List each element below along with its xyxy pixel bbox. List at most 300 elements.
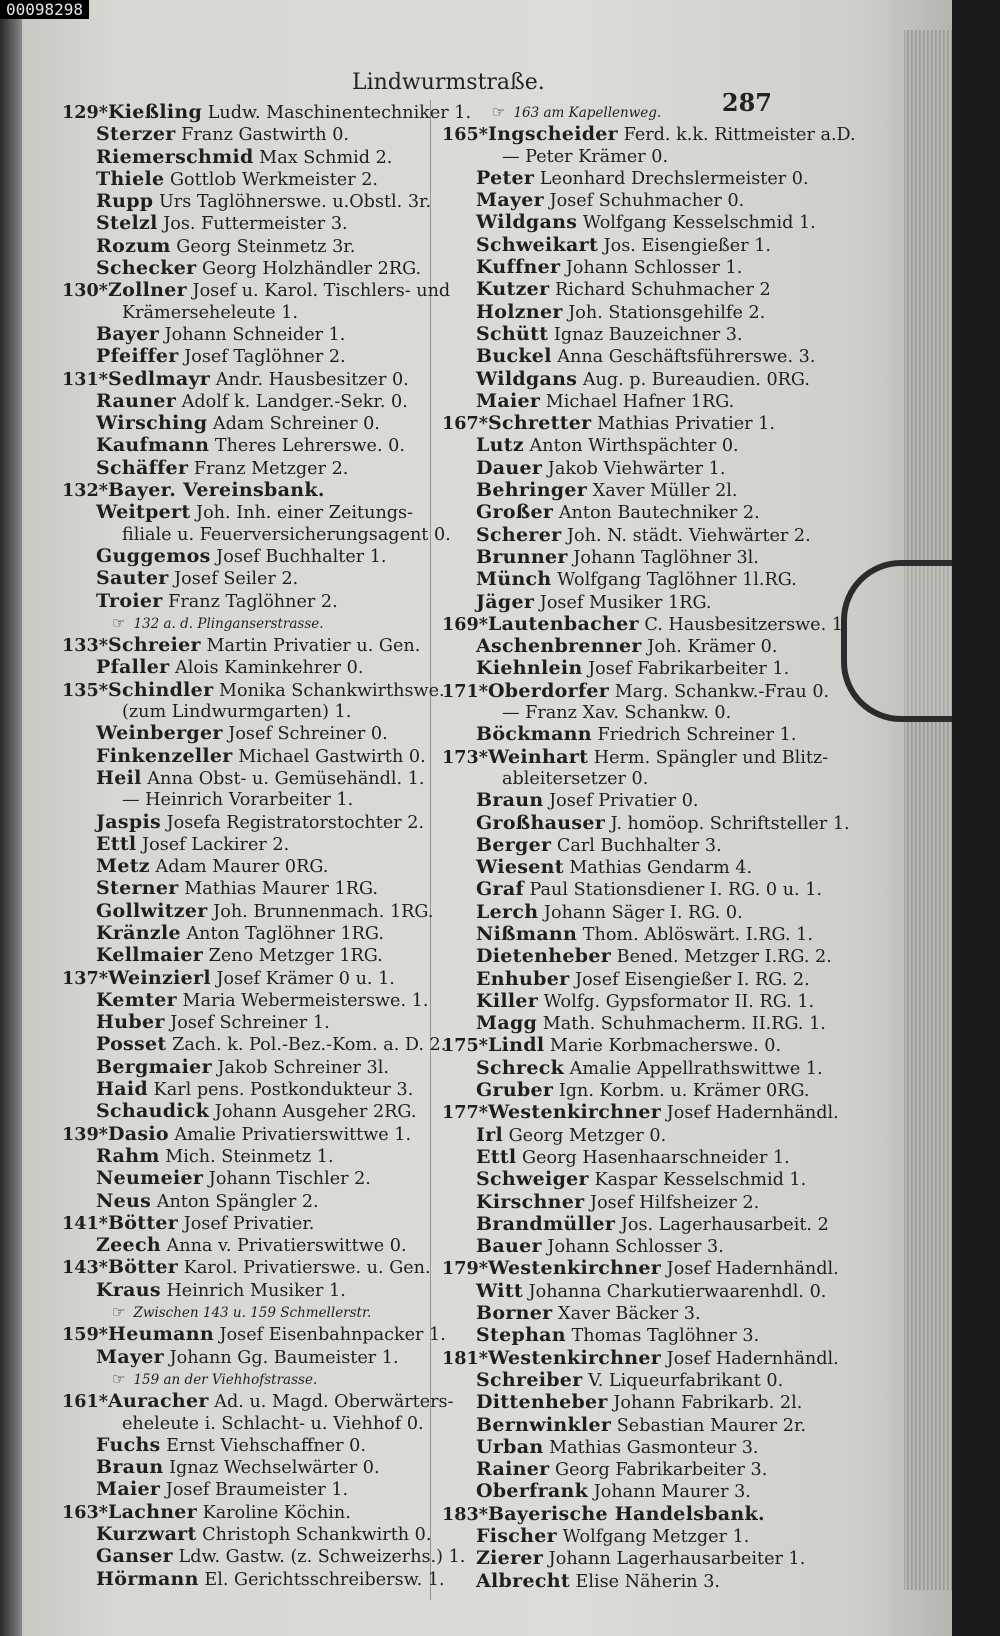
house-number: 169* (442, 613, 488, 635)
page-header: Lindwurmstraße. (352, 70, 545, 95)
resident-surname: Schütt (476, 322, 549, 345)
resident-entry (442, 857, 842, 879)
resident-entry (442, 1058, 842, 1080)
resident-details: Adam Maurer 0RG. (149, 857, 329, 878)
resident-details: Johann Fabrikarb. 2l. (607, 1393, 803, 1414)
resident-entry (62, 1168, 432, 1190)
resident-entry (62, 635, 432, 657)
resident-surname: Nißmann (476, 922, 578, 945)
resident-entry (442, 1437, 842, 1459)
resident-details: Johann Lagerhausarbeiter 1. (543, 1549, 806, 1570)
resident-surname: Bötter (107, 1256, 179, 1279)
resident-details: Josef Taglöhner 2. (178, 347, 346, 368)
house-number: 129* (62, 102, 108, 123)
resident-entry (442, 835, 842, 857)
resident-surname: Hörmann (96, 1567, 199, 1590)
resident-surname: Weinberger (96, 722, 223, 745)
house-number: 161* (62, 1391, 108, 1413)
resident-entry (442, 1548, 842, 1570)
resident-surname: Ettl (476, 1145, 517, 1168)
resident-details: Amalie Appellrathswittwe 1. (564, 1058, 823, 1079)
resident-surname: Berger (476, 833, 552, 856)
resident-details: Josef Seiler 2. (168, 569, 299, 590)
resident-entry (442, 1258, 842, 1280)
resident-entry (62, 990, 432, 1012)
resident-entry (62, 1567, 445, 1591)
resident-details: Johann Ausgeher 2RG. (209, 1102, 417, 1123)
resident-details: Johann Gg. Baumeister 1. (163, 1347, 399, 1368)
resident-surname: Bernwinkler (476, 1413, 612, 1436)
resident-details: Ernst Viehschaffner 0. (160, 1435, 366, 1456)
resident-entry (62, 901, 432, 923)
resident-surname: Huber (96, 1011, 165, 1034)
resident-surname: Sedlmayr (107, 367, 211, 390)
resident-surname: Schindler (107, 678, 214, 701)
resident-entry (62, 591, 432, 613)
resident-details: Zach. k. Pol.-Bez.-Kom. a. D. 2. (166, 1035, 447, 1056)
resident-details: Anton Taglöhner 1RG. (180, 923, 384, 944)
resident-details: Aug. p. Bureaudien. 0RG. (577, 369, 810, 390)
resident-details: Josef Braumeister 1. (160, 1480, 349, 1501)
resident-details: Josef Buchhalter 1. (210, 546, 387, 567)
resident-surname: Aschenbrenner (476, 635, 642, 658)
resident-entry (62, 1457, 432, 1479)
resident-entry (62, 236, 432, 258)
resident-entry (62, 1479, 432, 1501)
resident-entry (62, 945, 432, 967)
house-number: 171* (442, 680, 488, 702)
resident-entry (62, 369, 432, 391)
street-note (442, 102, 842, 124)
resident-surname: Dietenheber (476, 945, 612, 968)
house-number: 175* (442, 1035, 488, 1057)
resident-details: Leonhard Drechslermeister 0. (534, 168, 809, 189)
resident-entry (62, 1146, 432, 1168)
note-text: Zwischen 143 u. 159 Schmellerstr. (133, 1305, 372, 1322)
resident-surname: Bauer (476, 1235, 542, 1258)
resident-details: Josef Hadernhändl. (661, 1259, 839, 1280)
resident-surname: Braun (96, 1456, 164, 1479)
resident-entry (442, 811, 850, 835)
resident-details: Mathias Privatier 1. (591, 414, 775, 435)
resident-details: Paul Stationsdiener I. RG. 0 u. 1. (523, 880, 822, 901)
resident-surname: Magg (476, 1012, 538, 1035)
resident-surname: Böckmann (476, 723, 592, 746)
resident-details: Johann Tischler 2. (203, 1169, 371, 1190)
resident-details: Georg Fabrikarbeiter 3. (549, 1460, 768, 1481)
resident-details: Anton Bautechniker 2. (553, 503, 760, 524)
resident-details: El. Gerichtsschreibersw. 1. (198, 1569, 445, 1590)
resident-surname: Münch (476, 568, 552, 591)
resident-details: Georg Holzhändler 2RG. (196, 259, 422, 280)
resident-details: Josef Privatier 0. (543, 791, 699, 812)
resident-entry (442, 991, 842, 1013)
resident-entry (62, 1502, 432, 1524)
resident-details: Thom. Ablöswärt. I.RG. 1. (577, 924, 813, 945)
resident-entry (442, 1169, 842, 1191)
resident-entry (62, 324, 432, 346)
resident-entry (442, 324, 842, 346)
resident-details: J. homöop. Schriftsteller 1. (605, 813, 850, 834)
resident-details: Josef Lackirer 2. (136, 834, 290, 855)
resident-surname: Jäger (476, 590, 535, 613)
resident-details: Monika Schankwirthswe. (213, 680, 445, 701)
resident-surname: Lutz (476, 434, 524, 457)
resident-surname: Westenkirchner (487, 1346, 662, 1369)
resident-entry (62, 1323, 446, 1346)
resident-entry (62, 678, 445, 702)
house-number: 132* (62, 480, 108, 502)
resident-entry (62, 1012, 432, 1034)
resident-entry (62, 856, 432, 878)
resident-entry (62, 568, 432, 590)
resident-entry (442, 747, 842, 769)
resident-entry (442, 346, 842, 368)
resident-entry (442, 1281, 842, 1303)
resident-entry (62, 1057, 432, 1079)
resident-entry (442, 1348, 842, 1370)
house-number: 173* (442, 746, 488, 768)
resident-entry (442, 123, 856, 146)
resident-details: Mathias Maurer 1RG. (178, 879, 378, 900)
resident-details: Joh. N. städt. Viehwärter 2. (561, 525, 811, 546)
resident-entry (62, 191, 432, 213)
house-number: 177* (442, 1102, 488, 1124)
resident-details: Josef Privatier. (178, 1213, 315, 1234)
resident-entry (442, 1236, 842, 1258)
house-number: 131* (62, 368, 108, 390)
resident-entry (442, 190, 842, 212)
resident-details: Ignaz Wechselwärter 0. (163, 1458, 380, 1479)
resident-entry (442, 1013, 842, 1035)
resident-details: Johann Schlosser 3. (541, 1237, 724, 1258)
resident-entry (442, 1147, 842, 1169)
resident-surname: Neumeier (96, 1167, 204, 1190)
resident-surname: Riemerschmid (96, 145, 254, 168)
resident-entry (442, 1392, 842, 1414)
entry-continuation: filiale u. Feuerversicherungsagent 0. (122, 524, 451, 545)
resident-surname: Rahm (96, 1144, 160, 1167)
house-number: 179* (442, 1258, 488, 1280)
directory-page (22, 0, 952, 1636)
resident-surname: Westenkirchner (487, 1257, 662, 1280)
house-number: 165* (442, 124, 488, 146)
resident-details: Bened. Metzger I.RG. 2. (611, 947, 832, 968)
resident-entry (442, 302, 842, 324)
resident-entry (442, 790, 842, 812)
resident-entry (62, 746, 432, 768)
resident-details: Wolfgang Metzger 1. (557, 1527, 750, 1547)
resident-details: Ludw. Maschinentechniker 1. (202, 103, 472, 123)
entry-continuation: eheleute i. Schlacht- u. Viehhof 0. (122, 1413, 424, 1434)
resident-entry (62, 878, 432, 900)
resident-surname: Weinhart (487, 745, 589, 768)
resident-surname: Braun (476, 789, 544, 812)
entry-related-person: — Franz Xav. Schankw. 0. (502, 703, 732, 724)
resident-details: Friedrich Schreiner 1. (591, 725, 797, 746)
resident-surname: Wildgans (476, 211, 578, 234)
resident-details: Georg Steinmetz 3r. (170, 236, 356, 257)
resident-details: Maria Webermeisterswe. 1. (176, 990, 429, 1011)
resident-details: Josef Hadernhändl. (661, 1103, 839, 1124)
resident-surname: Posset (96, 1033, 167, 1056)
resident-surname: Ganser (96, 1545, 173, 1568)
resident-entry (442, 235, 842, 257)
resident-entry (62, 346, 432, 368)
resident-details: Johann Taglöhner 3l. (567, 547, 759, 568)
resident-details: Josefa Registratorstochter 2. (161, 812, 425, 833)
resident-entry (442, 413, 842, 435)
house-number: 139* (62, 1123, 108, 1145)
resident-entry (442, 369, 842, 391)
resident-details: Wolfg. Gypsformator II. RG. 1. (538, 991, 815, 1012)
resident-surname: Lachner (107, 1500, 198, 1523)
resident-surname: Oberdorfer (487, 679, 610, 702)
resident-details: Georg Metzger 0. (503, 1125, 667, 1146)
resident-surname: Mayer (96, 1345, 164, 1368)
resident-entry (442, 279, 842, 301)
resident-entry (62, 147, 432, 169)
resident-entry (62, 1101, 432, 1123)
resident-surname: Thiele (96, 167, 165, 190)
pointing-hand-icon: ☞ (112, 1303, 126, 1322)
resident-details: Thomas Taglöhner 3. (565, 1326, 760, 1347)
resident-details: Anton Wirthspächter 0. (523, 436, 739, 457)
resident-details: Alois Kaminkehrer 0. (169, 658, 364, 679)
resident-surname: Buckel (476, 345, 552, 368)
resident-surname: Schreier (107, 634, 201, 657)
resident-details: Ignaz Bauzeichner 3. (548, 324, 743, 345)
resident-surname: Lindl (487, 1034, 545, 1057)
resident-entry (442, 569, 842, 591)
resident-details: Amalie Privatierswittwe 1. (168, 1124, 412, 1145)
resident-entry (442, 1325, 842, 1347)
resident-entry (62, 923, 432, 945)
resident-details: Xaver Bäcker 3. (552, 1304, 701, 1325)
house-number: 135* (62, 679, 108, 701)
resident-surname: Stelzl (96, 212, 158, 235)
paper-clip (841, 560, 952, 722)
resident-surname: Bayer. Vereinsbank. (107, 479, 325, 502)
resident-entry (442, 724, 842, 746)
resident-surname: Kutzer (476, 278, 550, 301)
entry-related-person: — Heinrich Vorarbeiter 1. (122, 790, 354, 811)
resident-entry (62, 768, 432, 790)
resident-surname: Albrecht (476, 1569, 570, 1592)
resident-entry (62, 1545, 466, 1568)
resident-entry (62, 1280, 432, 1302)
note-text: 132 a. d. Plinganserstrasse. (133, 615, 324, 632)
resident-entry (442, 592, 842, 614)
resident-entry (62, 657, 432, 679)
resident-surname: Brandmüller (476, 1212, 616, 1235)
resident-surname: Auracher (107, 1390, 209, 1413)
resident-details: Marie Korbmacherswe. 0. (544, 1036, 782, 1057)
resident-surname: Kraus (96, 1278, 161, 1301)
house-number: 133* (62, 635, 108, 657)
resident-entry (62, 258, 432, 280)
resident-entry (62, 1235, 432, 1257)
resident-details: Wolfgang Taglöhner 1l.RG. (551, 570, 797, 591)
resident-surname: Borner (476, 1302, 553, 1325)
resident-surname: Sterzer (96, 123, 176, 146)
resident-surname: Finkenzeller (96, 744, 233, 767)
resident-entry (442, 480, 842, 502)
resident-details: Jos. Futtermeister 3. (157, 214, 348, 235)
resident-details: Franz Metzger 2. (188, 458, 349, 479)
resident-surname: Kuffner (476, 256, 561, 279)
resident-surname: Schecker (96, 257, 197, 280)
resident-details: Herm. Spängler und Blitz- (588, 747, 829, 768)
resident-entry (442, 1481, 842, 1503)
resident-details: Jakob Schreiner 3l. (211, 1057, 389, 1078)
resident-surname: Heumann (107, 1323, 214, 1346)
resident-details: Johanna Charkutierwaarenhdl. 0. (522, 1281, 827, 1302)
resident-details: Math. Schuhmacherm. II.RG. 1. (537, 1014, 826, 1035)
resident-entry (62, 1191, 432, 1213)
resident-entry (62, 1524, 432, 1546)
resident-surname: Kemter (96, 988, 177, 1011)
entry-continuation: ableitersetzer 0. (502, 768, 649, 789)
resident-details: Theres Lehrerswe. 0. (209, 436, 405, 457)
resident-details: Ferd. k.k. Rittmeister a.D. (618, 125, 856, 146)
resident-details: Josef Eisengießer I. RG. 2. (569, 969, 810, 990)
resident-surname: Schaudick (96, 1100, 210, 1123)
resident-entry (442, 612, 849, 636)
resident-surname: Fischer (476, 1525, 557, 1547)
resident-details: Anna Geschäftsführerswe. 3. (551, 347, 816, 368)
resident-surname: Kränzle (96, 921, 181, 944)
resident-entry (442, 681, 842, 703)
resident-surname: Bayer (96, 322, 160, 345)
resident-entry (62, 413, 432, 435)
resident-surname: Irl (476, 1123, 504, 1146)
resident-entry (62, 458, 432, 480)
resident-surname: Dittenheber (476, 1391, 608, 1414)
resident-surname: Westenkirchner (487, 1101, 662, 1124)
resident-surname: Behringer (476, 479, 588, 502)
resident-surname: Mayer (476, 189, 544, 212)
resident-details: Josef Krämer 0 u. 1. (210, 968, 395, 989)
resident-details: Heinrich Musiker 1. (160, 1280, 346, 1301)
resident-details: Johann Schneider 1. (159, 324, 346, 345)
resident-details: Karoline Köchin. (197, 1502, 351, 1523)
resident-details: Michael Gastwirth 0. (232, 746, 426, 767)
resident-details: Georg Hasenhaarschneider 1. (516, 1147, 790, 1168)
resident-surname: Brunner (476, 545, 568, 568)
resident-surname: Neus (96, 1189, 152, 1212)
resident-details: Joh. Brunnenmach. 1RG. (207, 901, 434, 922)
resident-entry (442, 879, 842, 901)
house-number: 143* (62, 1257, 108, 1279)
resident-surname: Zeech (96, 1234, 161, 1257)
pointing-hand-icon: ☞ (492, 103, 506, 121)
resident-entry (442, 1571, 842, 1593)
house-number: 137* (62, 967, 108, 989)
resident-entry (442, 168, 842, 190)
resident-entry (442, 391, 842, 413)
resident-surname: Dauer (476, 456, 543, 479)
street-note (62, 1369, 432, 1391)
resident-surname: Weinzierl (107, 966, 211, 989)
resident-entry (62, 279, 451, 302)
resident-surname: Maier (476, 389, 541, 412)
entry-continuation: Krämerseheleute 1. (122, 302, 298, 323)
resident-entry (442, 1125, 842, 1147)
resident-details: Michael Hafner 1RG. (540, 391, 735, 412)
resident-entry (442, 1459, 842, 1481)
resident-details: Anton Spängler 2. (151, 1191, 319, 1212)
resident-details: Josef Hadernhändl. (661, 1348, 839, 1369)
resident-surname: Stephan (476, 1324, 566, 1347)
resident-entry (442, 1370, 842, 1392)
resident-details: Marg. Schankw.-Frau 0. (609, 681, 830, 702)
street-note (62, 1302, 432, 1324)
resident-entry (62, 480, 432, 502)
resident-surname: Peter (476, 166, 535, 189)
resident-surname: Kurzwart (96, 1523, 197, 1545)
pointing-hand-icon: ☞ (112, 1369, 126, 1388)
resident-details: Mich. Steinmetz 1. (159, 1146, 334, 1167)
resident-surname: Bötter (107, 1211, 179, 1234)
resident-entry (62, 1079, 432, 1101)
resident-entry (442, 1080, 842, 1102)
house-number: 181* (442, 1347, 488, 1369)
resident-entry (442, 1035, 842, 1057)
resident-details: Josef Schuhmacher 0. (543, 191, 745, 212)
resident-entry (62, 723, 432, 745)
resident-entry (442, 902, 842, 924)
resident-surname: Kirschner (476, 1190, 585, 1213)
resident-surname: Lautenbacher (487, 612, 639, 635)
resident-details: Karl pens. Postkondukteur 3. (147, 1080, 414, 1101)
resident-entry (442, 1303, 842, 1325)
page-fore-edge (904, 30, 952, 1590)
resident-surname: Oberfrank (476, 1480, 589, 1503)
resident-details: Josef Musiker 1RG. (534, 592, 712, 613)
resident-details: Urs Taglöhnerswe. u.Obstl. 3r. (153, 192, 432, 213)
resident-surname: Schreiber (476, 1368, 583, 1391)
resident-details: Max Schmid 2. (253, 147, 393, 168)
resident-surname: Zierer (476, 1547, 544, 1570)
resident-details: Ad. u. Magd. Oberwärters- (208, 1392, 454, 1413)
resident-entry (442, 257, 842, 279)
resident-details: Franz Taglöhner 2. (162, 591, 338, 612)
resident-surname: Witt (476, 1279, 523, 1302)
resident-surname: Haid (96, 1078, 148, 1101)
resident-surname: Enhuber (476, 967, 570, 990)
resident-details: Franz Gastwirth 0. (175, 125, 350, 146)
resident-entry (442, 946, 842, 968)
resident-surname: Kießling (107, 101, 203, 123)
house-number: 130* (62, 280, 108, 302)
resident-details: Mathias Gasmonteur 3. (543, 1437, 759, 1458)
resident-details: Jakob Viehwärter 1. (542, 458, 726, 479)
resident-entry (442, 1526, 842, 1548)
resident-entry (62, 391, 432, 413)
resident-entry (62, 1033, 447, 1056)
resident-details: Carl Buchhalter 3. (551, 835, 722, 856)
resident-details: Elise Näherin 3. (569, 1571, 721, 1592)
resident-details: C. Hausbesitzerswe. 1. (638, 614, 849, 635)
resident-entry (442, 1192, 842, 1214)
note-text: 163 am Kapellenweg. (513, 105, 662, 121)
right-column (442, 102, 856, 1593)
house-number: 183* (442, 1503, 488, 1525)
resident-surname: Graf (476, 878, 524, 901)
resident-details: Jos. Lagerhausarbeit. 2 (615, 1214, 829, 1235)
resident-surname: Rauner (96, 389, 177, 412)
